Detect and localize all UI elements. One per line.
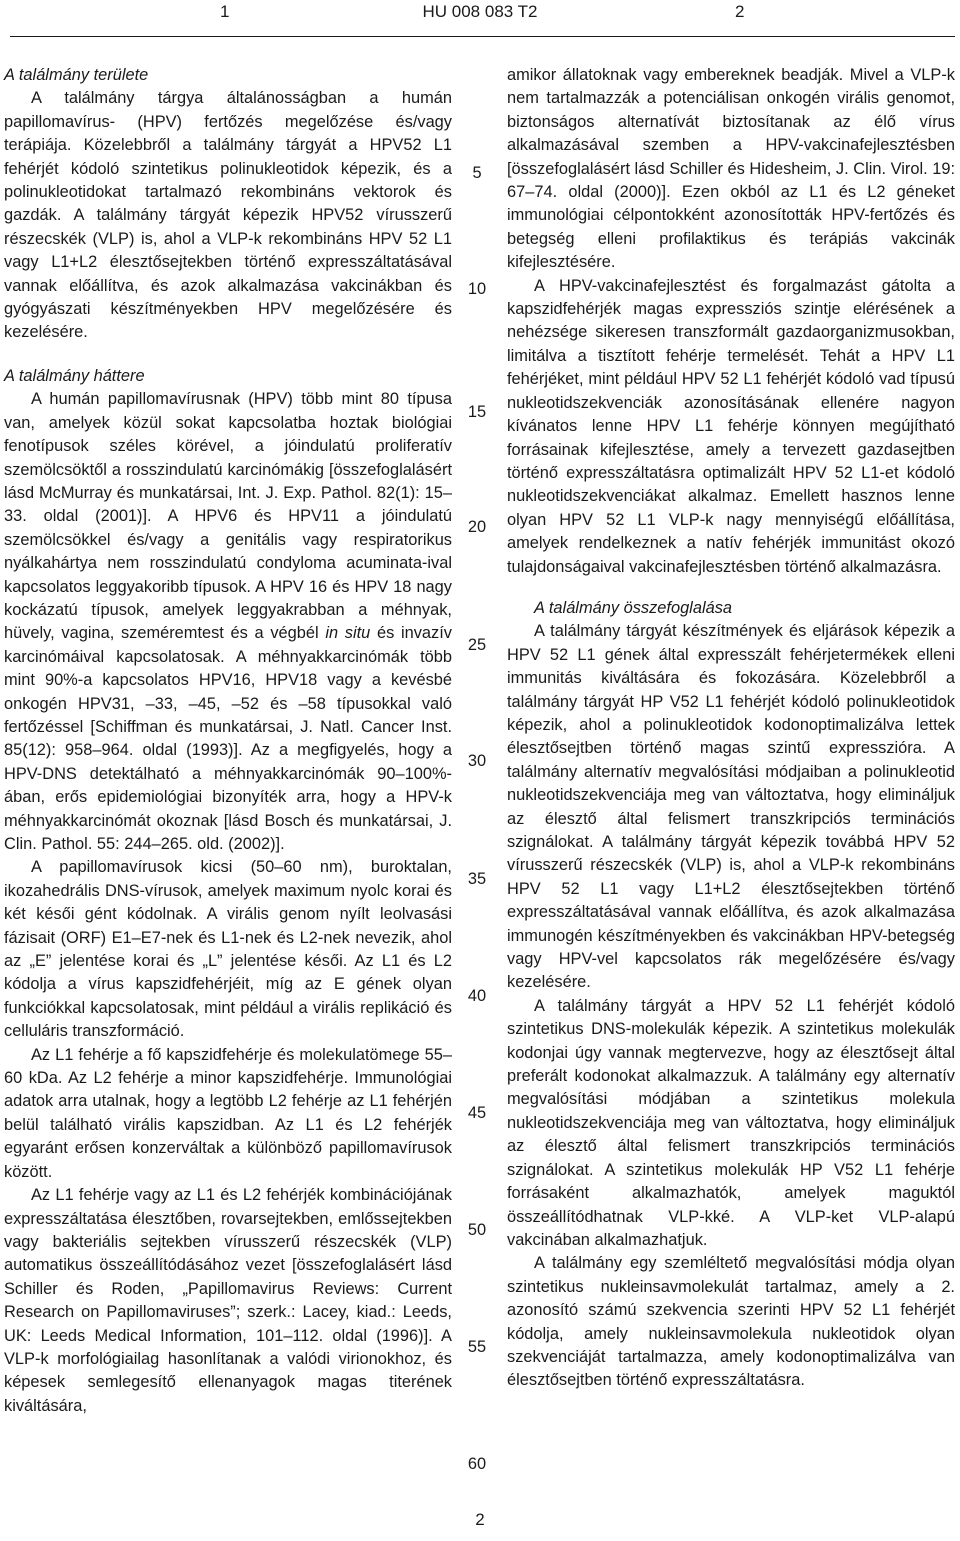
paragraph-background-text: A humán papillomavírusnak (HPV) több mint 80 típusa van, amelyek közül sokat kapcsolatba hoztak biológiai fenotípusok széles körével, a jóindulatú proliferatív szemölcsöktől a rosszindulatú karcinómákig [összefoglalásért lásd McMurray és munkatársai, Int. J. Exp. Pathol. 82(1): 15–33. oldal (2001)]. A HPV6 és HPV11 a jóindulatú szemölcsökkel és/vagy a genitális vagy respiratorikus nyálkahártya nem rosszindulatú condyloma acuminata-ival kapcsolatos leggyakoribb típusok. A HPV 16 és HPV 18 nagy kockázatú típusok, amelyek leggyakrabban a méhnyak, hüvely, vagina, szeméremtest és a végbél (4, 390, 452, 643)
section-heading-summary: A találmány összefoglalása (534, 598, 733, 617)
paragraph-field: A találmány tárgya általánosságban a humán papillomavírus- (HPV) fertőzés megelőzése és/vagy terápiája. Közelebbről a találmány tárgyát a HPV52 L1 fehérjét kódoló szintetikus polinukleotidok képezik, és a polinukleotidokat tartalmazó rekombináns vektorok és gazdák. A találmány tárgyát képezik HPV52 vírusszerű részecskék (VLP) is, ahol a VLP-k rekombináns HPV 52 L1 vagy L1+L2 élesztősejtekben történő expresszáltatásával vannak előállítva, és azok alkalmazása vakcinákban és gyógyászati készítményekben HPV megelőzésére és kezelésére. (4, 89, 452, 342)
line-number: 25 (467, 636, 487, 654)
paragraph-vlp-cont: amikor állatoknak vagy embereknek beadják. Mivel a VLP-k nem tartalmazzák a potenciálisan onkogén virális genomot, biztonságos alternatívát biztosítanak az élő vírus alkalmazásával szemben a HPV-vakcinafejlesztésben [összefoglalásért lásd Schiller és Hidesheim, J. Clin. Virol. 19: 67–74. oldal (2000)]. Ezen okból az L1 és L2 géneket immunológiai célpontokként azonosították HPV-fertőzés és betegség elleni profilaktikus és terápiás vakcinák kifejlesztésére. (507, 66, 955, 272)
paragraph-synthetic-dna: A találmány tárgyát a HPV 52 L1 fehérjét kódoló szintetikus DNS-molekulák képezik. A szintetikus molekulák kodonjai úgy vannak megtervezve, hogy az élesztősejt által preferált kodonokat alkalmazzuk. A találmány egy alternatív megvalósítási módjában a szintetikus molekula nukleotidszekvenciája meg van változtatva, hogy elimináljuk az élesztő által felismert transzkripciós terminációs szignálokat. A szintetikus molekulák HP V52 L1 fehérje forrásaként alkalmazhatók, amelyek maguktól összeállítódhatnak VLP-kké. A VLP-ket VLP-alapú vakcinában alkalmazhatjuk. (507, 996, 955, 1249)
paragraph-vaccine-dev: A HPV-vakcinafejlesztést és forgalmazást gátolta a kapszidfehérjék magas expressziós szintje elérésének a nehézsége sikeresen transzformált gazdaorganizmusokban, limitálva a tisztított fehérje termelését. Tehát a HPV L1 fehérjéket, mint például HPV 52 L1 fehérjét kódoló vad típusú nukleotidszekvenciák azonosításának ellenére nagyon kívánatos lenne HPV L1 fehérje könnyen megújítható forrásainak kifejlesztése, amely a tervezett gazdasejtben történő expresszáltatásra optimalizált HPV 52 L1-et kódoló nukleotidszekvenciákat alkalmaz. Emellett hasznos lenne olyan HPV 52 L1 VLP-k nagy mennyiségű előállítása, amelyek rendelkeznek a natív fehérjék immunitást okozó tulajdonságaival vakcinafejlesztésben történő alkalmazásra. (507, 276, 955, 576)
section-heading-field: A találmány területe (4, 66, 149, 84)
section-heading-background: A találmány háttere (4, 366, 145, 385)
line-number: 55 (467, 1338, 487, 1356)
page-header (0, 0, 960, 40)
paragraph-papillomavirus: A papillomavírusok kicsi (50–60 nm), buroktalan, ikozahedrális DNS-vírusok, amelyek maximum nyolc korai és két késői gént kódolnak. A virális genom nyílt leolvasási fázisait (ORF) E1–E7-nek és L1-nek és L2-nek nevezik, ahol az „E” jelentése korai és „L” jelentése késői. Az L1 és L2 kódolja a vírus kapszidfehérjéit, míg az E gének olyan funkciókkal kapcsolatosak, mint például a virális replikáció és celluláris transzformáció. (4, 858, 452, 1041)
in-situ-italic: in situ (325, 624, 371, 643)
paragraph-vlp: Az L1 fehérje vagy az L1 és L2 fehérjék kombinációjának expresszáltatása élesztőben, rovarsejtekben, emlőssejtekben vagy bakteriális sejtekben vírusszerű részecskék (VLP) automatikus összeállítódásához vezet [összefoglalásért lásd Schiller és Roden, „Papillomavirus Reviews: Current Research on Papillomaviruses”; szerk.: Lacey, kiad.: Leeds, UK: Leeds Medical Information, 101–112. oldal (1996)]. A VLP-k morfológiailag hasonlítanak a valódi virionokhoz, és képesek semlegesítő ellenanyagok magas titerének kiváltására, (4, 1186, 452, 1415)
right-column (507, 64, 955, 1393)
left-page-number: 1 (220, 2, 230, 21)
line-number: 30 (467, 752, 487, 770)
paragraph-summary: A találmány tárgyát készítmények és eljárások képezik a HPV 52 L1 gének által expresszált fehérjetermékek elleni immunitás kiváltására és fokozására. Közelebbről a találmány tárgyát HP V52 L1 fehérjét kódoló polinukleotidok képezik, ahol a polinukleotidok kodonoptimalizálva lettek élesztősejtben történő magas szintű expresszióra. A találmány alternatív megvalósítási módjaiban a polinukleotid nukleotidszekvenciája meg van változtatva, hogy elimináljuk az élesztő által felismert transzkripciós terminációs szignálokat. A találmány tárgyát képezik továbbá HPV 52 vírusszerű részecskék (VLP) is, ahol a VLP-k rekombináns HPV 52 L1 vagy L1+L2 élesztősejtekben történő expresszáltatásával vannak előállítva, és azok alkalmazása immunogén készítményekben és vakcinákban HPV-betegség vagy HPV-vel kapcsolatos rák megelőzésére és/vagy kezelésére. (507, 622, 955, 992)
left-column (4, 64, 452, 1418)
document-id: HU 008 083 T2 (422, 2, 538, 21)
page-footer-number: 2 (475, 1510, 485, 1529)
line-number: 15 (467, 403, 487, 421)
paragraph-embodiment: A találmány egy szemléltető megvalósítási módja olyan szintetikus nukleinsavmolekulát tartalmaz, amely a 2. azonosító számú szekvencia szerinti HPV 52 L1 fehérjét kódolja, amely nukleinsavmolekula nukleotidok olyan szekvenciáját tartalmazza, amely kodonoptimalizálva van élesztősejtben történő expresszáltatásra. (507, 1254, 955, 1390)
line-number: 45 (467, 1104, 487, 1122)
line-number: 35 (467, 870, 487, 888)
line-number: 60 (467, 1455, 487, 1473)
line-number: 40 (467, 987, 487, 1005)
line-number: 10 (467, 280, 487, 298)
paragraph-background-cont: és invazív karcinómáival kapcsolatosak. A méhnyakkarcinómák több mint 90%-a kapcsolatos HPV16, HPV18 vagy a kevésbé onkogén HPV31, –33, –45, –52 és –58 típusokkal való fertőzéssel [Schiffman és munkatársai, J. Natl. Cancer Inst. 85(12): 958–964. oldal (1993)]. Az a megfigyelés, hogy a HPV-DNS detektálható a méhnyakkarcinómák 90–100%-ában, erős epidemiológiai bizonyíték arra, hogy a HPV-k méhnyakkarcinómát okoznak [lásd Bosch és munkatársai, J. Clin. Pathol. 55: 244–265. old. (2002)]. (4, 624, 452, 853)
header-rule (10, 36, 955, 37)
paragraph-l1-protein: Az L1 fehérje a fő kapszidfehérje és molekulatömege 55–60 kDa. Az L2 fehérje a minor kapszidfehérje. Immunológiai adatok arra utalnak, hogy a legtöbb L2 fehérje az L1 fehérjén belül található virális kapszidban. Az L1 és L2 fehérjék egyaránt erősen konzerváltak a különböző papillomavírusok között. (4, 1045, 452, 1181)
line-number: 50 (467, 1221, 487, 1239)
right-page-number: 2 (735, 2, 745, 21)
line-number: 20 (467, 518, 487, 536)
paragraph-background (4, 388, 452, 856)
line-number: 5 (472, 164, 482, 182)
